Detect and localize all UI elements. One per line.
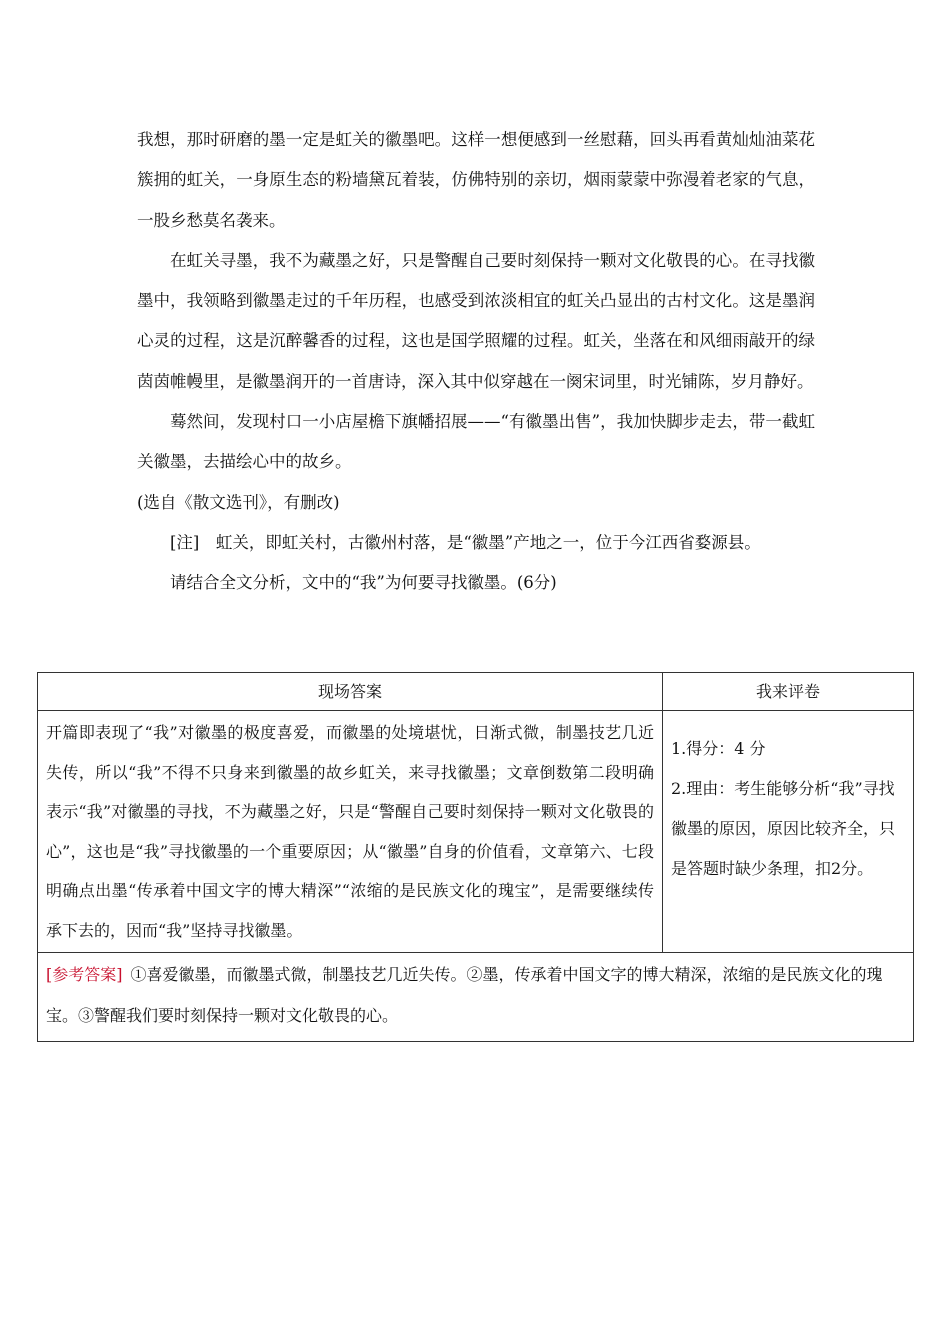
header-answer: 现场答案 (38, 673, 663, 711)
header-review: 我来评卷 (663, 673, 914, 711)
question-prompt: 请结合全文分析，文中的“我”为何要寻找徽墨。(6分) (170, 573, 557, 593)
reference-text: ①喜爱徽墨，而徽墨式微，制墨技艺几近失传。②墨，传承着中国文字的博大精深，浓缩的是民族文化的瑰宝。③警醒我们要时刻保持一颗对文化敬畏的心。 (46, 965, 883, 1025)
reference-answer (38, 953, 914, 1042)
essay (137, 120, 815, 604)
reference-row (38, 953, 914, 1042)
review-cell (663, 711, 914, 953)
annotation-note: [注] 虹关，即虹关村，古徽州村落，是“徽墨”产地之一，位于今江西省婺源县。 (170, 532, 761, 552)
table-header-row (38, 673, 914, 711)
student-answer: 开篇即表现了“我”对徽墨的极度喜爱，而徽墨的处境堪忧，日渐式微，制墨技艺几近失传，所以“我”不得不只身来到徽墨的故乡虹关，来寻找徽墨；文章倒数第二段明确表示“我”对徽墨的寻找，不为藏墨之好，只是“警醒自己要时刻保持一颗对文化敬畏的心”，这也是“我”寻找徽墨的一个重要原因；从“徽墨”自身的价值看，文章第六、七段明确点出墨“传承着中国文字的博大精深”“浓缩的是民族文化的瑰宝”，是需要继续传承下去的，因而“我”坚持寻找徽墨。 (38, 711, 663, 953)
table-body-row (38, 711, 914, 953)
grading-table (37, 672, 914, 1042)
paragraph-2: 在虹关寻墨，我不为藏墨之好，只是警醒自己要时刻保持一颗对文化敬畏的心。在寻找徽墨中，我领略到徽墨走过的千年历程，也感受到浓淡相宜的虹关凸显出的古村文化。这是墨润心灵的过程，这是沉醉馨香的过程，这也是国学照耀的过程。虹关，坐落在和风细雨敲开的绿茵茵帷幔里，是徽墨润开的一首唐诗，深入其中似穿越在一阕宋词里，时光铺陈，岁月静好。 (137, 250, 815, 391)
paragraph-1: 我想，那时研磨的墨一定是虹关的徽墨吧。这样一想便感到一丝慰藉，回头再看黄灿灿油菜花簇拥的虹关，一身原生态的粉墙黛瓦着装，仿佛特别的亲切，烟雨蒙蒙中弥漫着老家的气息，一股乡愁莫名袭来。 (137, 130, 815, 230)
source-citation: (选自《散文选刊》，有删改) (137, 492, 340, 512)
review-reason: 2.理由：考生能够分析“我”寻找徽墨的原因，原因比较齐全，只是答题时缺少条理，扣2分。 (671, 779, 896, 878)
reference-tag: [参考答案] (46, 965, 123, 984)
paragraph-3: 蓦然间，发现村口一小店屋檐下旗幡招展——“有徽墨出售”，我加快脚步走去，带一截虹关徽墨，去描绘心中的故乡。 (137, 412, 815, 472)
review-score: 1.得分：4 分 (671, 739, 766, 758)
